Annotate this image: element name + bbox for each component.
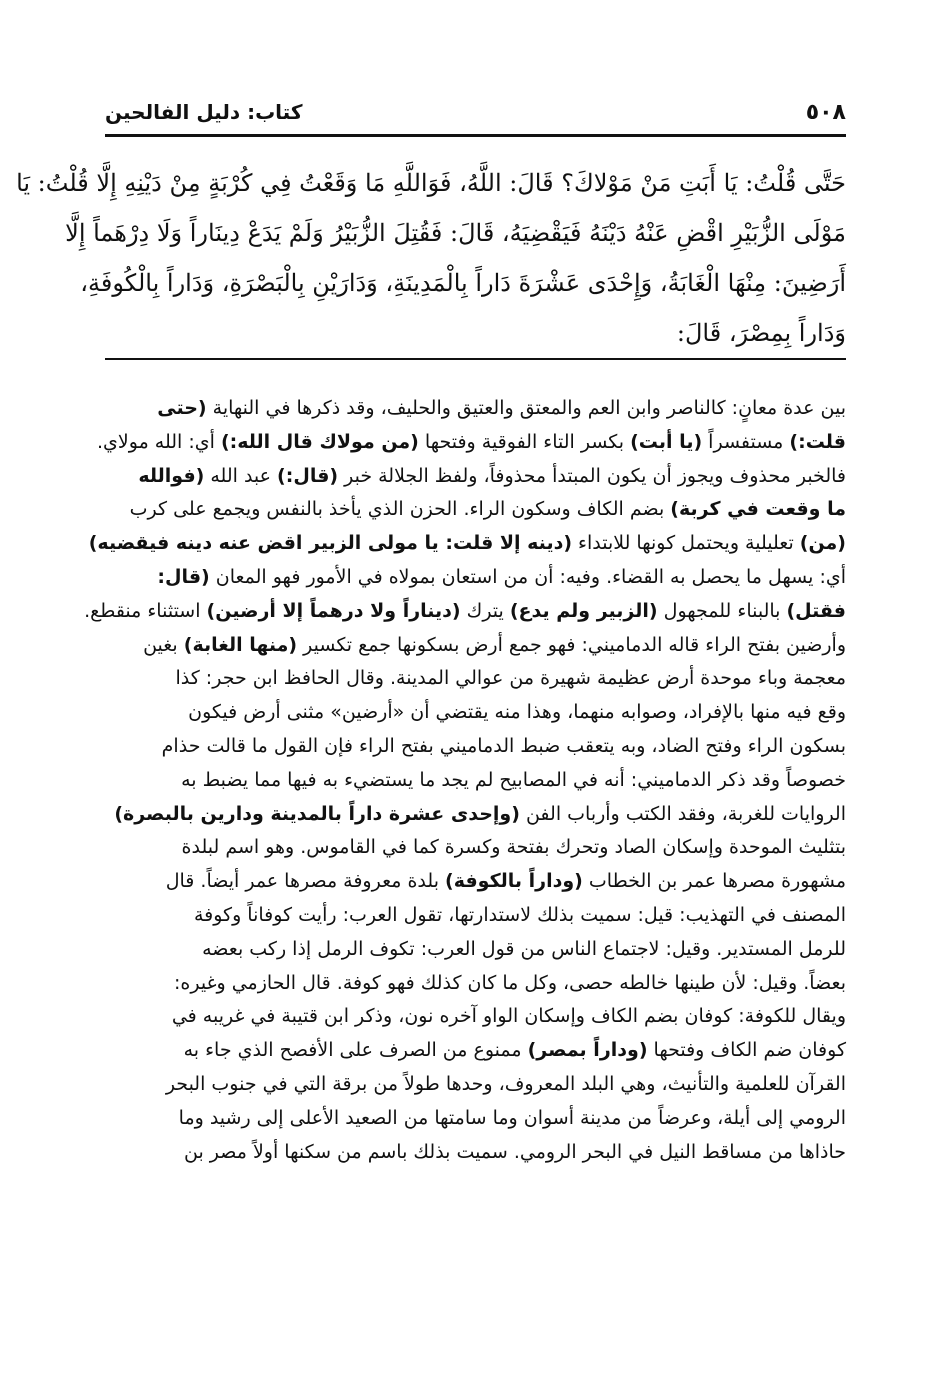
quoted-hadith-phrase: (منها الغابة) — [183, 633, 298, 656]
header-rule — [105, 134, 846, 137]
quoted-hadith-phrase: فقتل) — [786, 599, 846, 622]
commentary-line: للرمل المستدير. وقيل: لاجتماع الناس من قول العرب: تكوف الرمل إذا ركب بعضه — [202, 937, 846, 960]
hadith-line: أَرَضِينَ: مِنْهَا الْغَابَةُ، وَإِحْدَى عَشْرَةَ دَاراً بِالْمَدِينَةِ، وَدَارَيْنِ بِالْبَصْرَةِ، وَدَاراً بِالْكُوفَةِ، — [80, 269, 846, 297]
commentary-line: كوفان ضم الكاف وفتحها (وداراً بمصر) ممنوع من الصرف على الأفصح الذي جاء به — [183, 1039, 846, 1062]
commentary-line: القرآن للعلمية والتأنيث، وهي البلد المعروف، وحدها طولاً من برقة التي في جنوب البحر — [165, 1072, 846, 1095]
commentary-line: بين عدة معانٍ: كالناصر وابن العم والمعتق والعتيق والحليف، وقد ذكرها في النهاية (حتى — [157, 397, 846, 419]
commentary-line: حاذاها من مساقط النيل في البحر الرومي. سميت بذلك باسم من سكنها أولاً مصر بن — [184, 1140, 846, 1163]
quoted-hadith-phrase: (وداراً بمصر) — [527, 1039, 648, 1062]
quoted-hadith-phrase: (ديناراً ولا درهماً إلا أرضين) — [206, 599, 461, 622]
quoted-hadith-phrase: (من مولاك قال الله:) — [220, 430, 419, 453]
commentary-line: الرومي إلى أيلة، وعرضاً من مدينة أسوان وما سامتها من الصعيد الأعلى إلى رشيد وما — [178, 1106, 846, 1129]
commentary-line: ويقال للكوفة: كوفان بضم الكاف وإسكان الواو آخره نون، وذكر ابن قتيبة في غريبه في — [171, 1005, 846, 1028]
quoted-hadith-phrase: (قال: — [157, 565, 210, 588]
commentary-line: فالخبر محذوف ويجوز أن يكون المبتدأ محذوفاً، ولفظ الجلالة خبر (قال:) عبد الله (فوالله — [138, 464, 846, 487]
commentary-line: بسكون الراء وفتح الضاد، وبه يتعقب ضبط الدماميني بفتح الراء فإن القول ما قالت حذام — [161, 734, 846, 757]
commentary-line: أي: يسهل ما يحصل به القضاء. وفيه: أن من استعان بمولاه في الأمور فهو المعان (قال: — [157, 565, 846, 588]
commentary-line: قلت:) مستفسراً (يا أبت) بكسر التاء الفوقية وفتحها (من مولاك قال الله:) أي: الله مولاي. — [97, 430, 846, 453]
commentary-line: (من) تعليلية ويحتمل كونها للابتداء (دينه إلا قلت: يا مولى الزبير اقض عنه دينه فيقضيه) — [88, 532, 846, 555]
commentary-text — [84, 392, 846, 1169]
quoted-hadith-phrase: (الزبير ولم يدع) — [509, 599, 658, 622]
quoted-hadith-phrase: (من) — [799, 532, 846, 555]
commentary-line: وقع فيه منها بالإفراد، وصوابه منهما، وهذا منه يقتضي أن «أرضين» مثنى أرض فيكون — [188, 701, 846, 724]
commentary-line: مشهورة مصرها عمر بن الخطاب (وداراً بالكوفة) بلدة معروفة مصرها عمر أيضاً. قال — [165, 870, 846, 893]
hadith-line: مَوْلَى الزُّبَيْرِ اقْضِ عَنْهُ دَيْنَهُ فَيَقْضِيَهُ، قَالَ: فَقُتِلَ الزُّبَيْرُ وَلَمْ يَدَعْ دِينَاراً وَلَا دِرْهَماً إِلَّا — [65, 219, 846, 247]
running-head — [105, 92, 846, 132]
quoted-hadith-phrase: (قال:) — [277, 464, 339, 487]
section-divider — [105, 358, 846, 360]
hadith-text — [16, 158, 846, 358]
commentary-line: وأرضين بفتح الراء قاله الدماميني: فهو جمع أرض بسكونها جمع تكسير (منها الغابة) بغين — [143, 633, 846, 656]
commentary-line: المصنف في التهذيب: قيل: سميت بذلك لاستدارتها، تقول العرب: رأيت كوفاناً وكوفة — [193, 903, 846, 926]
book-title: كتاب: دليل الفالحين — [105, 100, 303, 124]
hadith-line: وَدَاراً بِمِصْرَ، قَالَ: — [676, 319, 846, 347]
quoted-hadith-phrase: (وإحدى عشرة داراً بالمدينة ودارين بالبصرة) — [114, 802, 520, 825]
quoted-hadith-phrase: (يا أبت) — [630, 430, 703, 453]
hadith-line: حَتَّى قُلْتُ: يَا أَبَتِ مَنْ مَوْلاكَ؟ قَالَ: اللَّهُ، فَوَاللَّهِ مَا وَقَعْتُ فِي كُرْبَةٍ مِنْ دَيْنِهِ إِلَّا قُلْتُ: يَا — [16, 169, 846, 197]
commentary-line: ما وقعت في كربة) بضم الكاف وسكون الراء. الحزن الذي يأخذ بالنفس ويجمع على كرب — [129, 498, 846, 521]
page-number: ٥٠٨ — [805, 99, 846, 125]
quoted-hadith-phrase: (وداراً بالكوفة) — [445, 870, 583, 893]
quoted-hadith-phrase: (فوالله — [138, 464, 205, 487]
quoted-hadith-phrase: (دينه إلا قلت: يا مولى الزبير اقض عنه دينه فيقضيه) — [88, 532, 573, 555]
commentary-line: الروايات للغربة، وفقد الكتب وأرباب الفن (وإحدى عشرة داراً بالمدينة ودارين بالبصرة) — [114, 802, 846, 825]
commentary-line: فقتل) بالبناء للمجهول (الزبير ولم يدع) يترك (ديناراً ولا درهماً إلا أرضين) استثناء منقطع. — [84, 599, 846, 622]
commentary-line: بتثليث الموحدة وإسكان الصاد وتحرك بفتحة وكسرة كما في القاموس. وهو اسم لبلدة — [181, 836, 846, 859]
commentary-line: بعضاً. وقيل: لأن طينها خالطه حصى، وكل ما كان كذلك فهو كوفة. قال الحازمي وغيره: — [174, 971, 846, 994]
quoted-hadith-phrase: (حتى — [157, 397, 207, 419]
commentary-line: معجمة وباء موحدة أرض عظيمة شهيرة من عوالي المدينة. وقال الحافظ ابن حجر: كذا — [175, 667, 846, 690]
quoted-hadith-phrase: قلت:) — [789, 430, 846, 453]
quoted-hadith-phrase: ما وقعت في كربة) — [670, 498, 846, 521]
commentary-line: خصوصاً وقد ذكر الدماميني: أنه في المصابيح لم يجد ما يستضيء به فيها مما يضبط به — [181, 768, 846, 791]
